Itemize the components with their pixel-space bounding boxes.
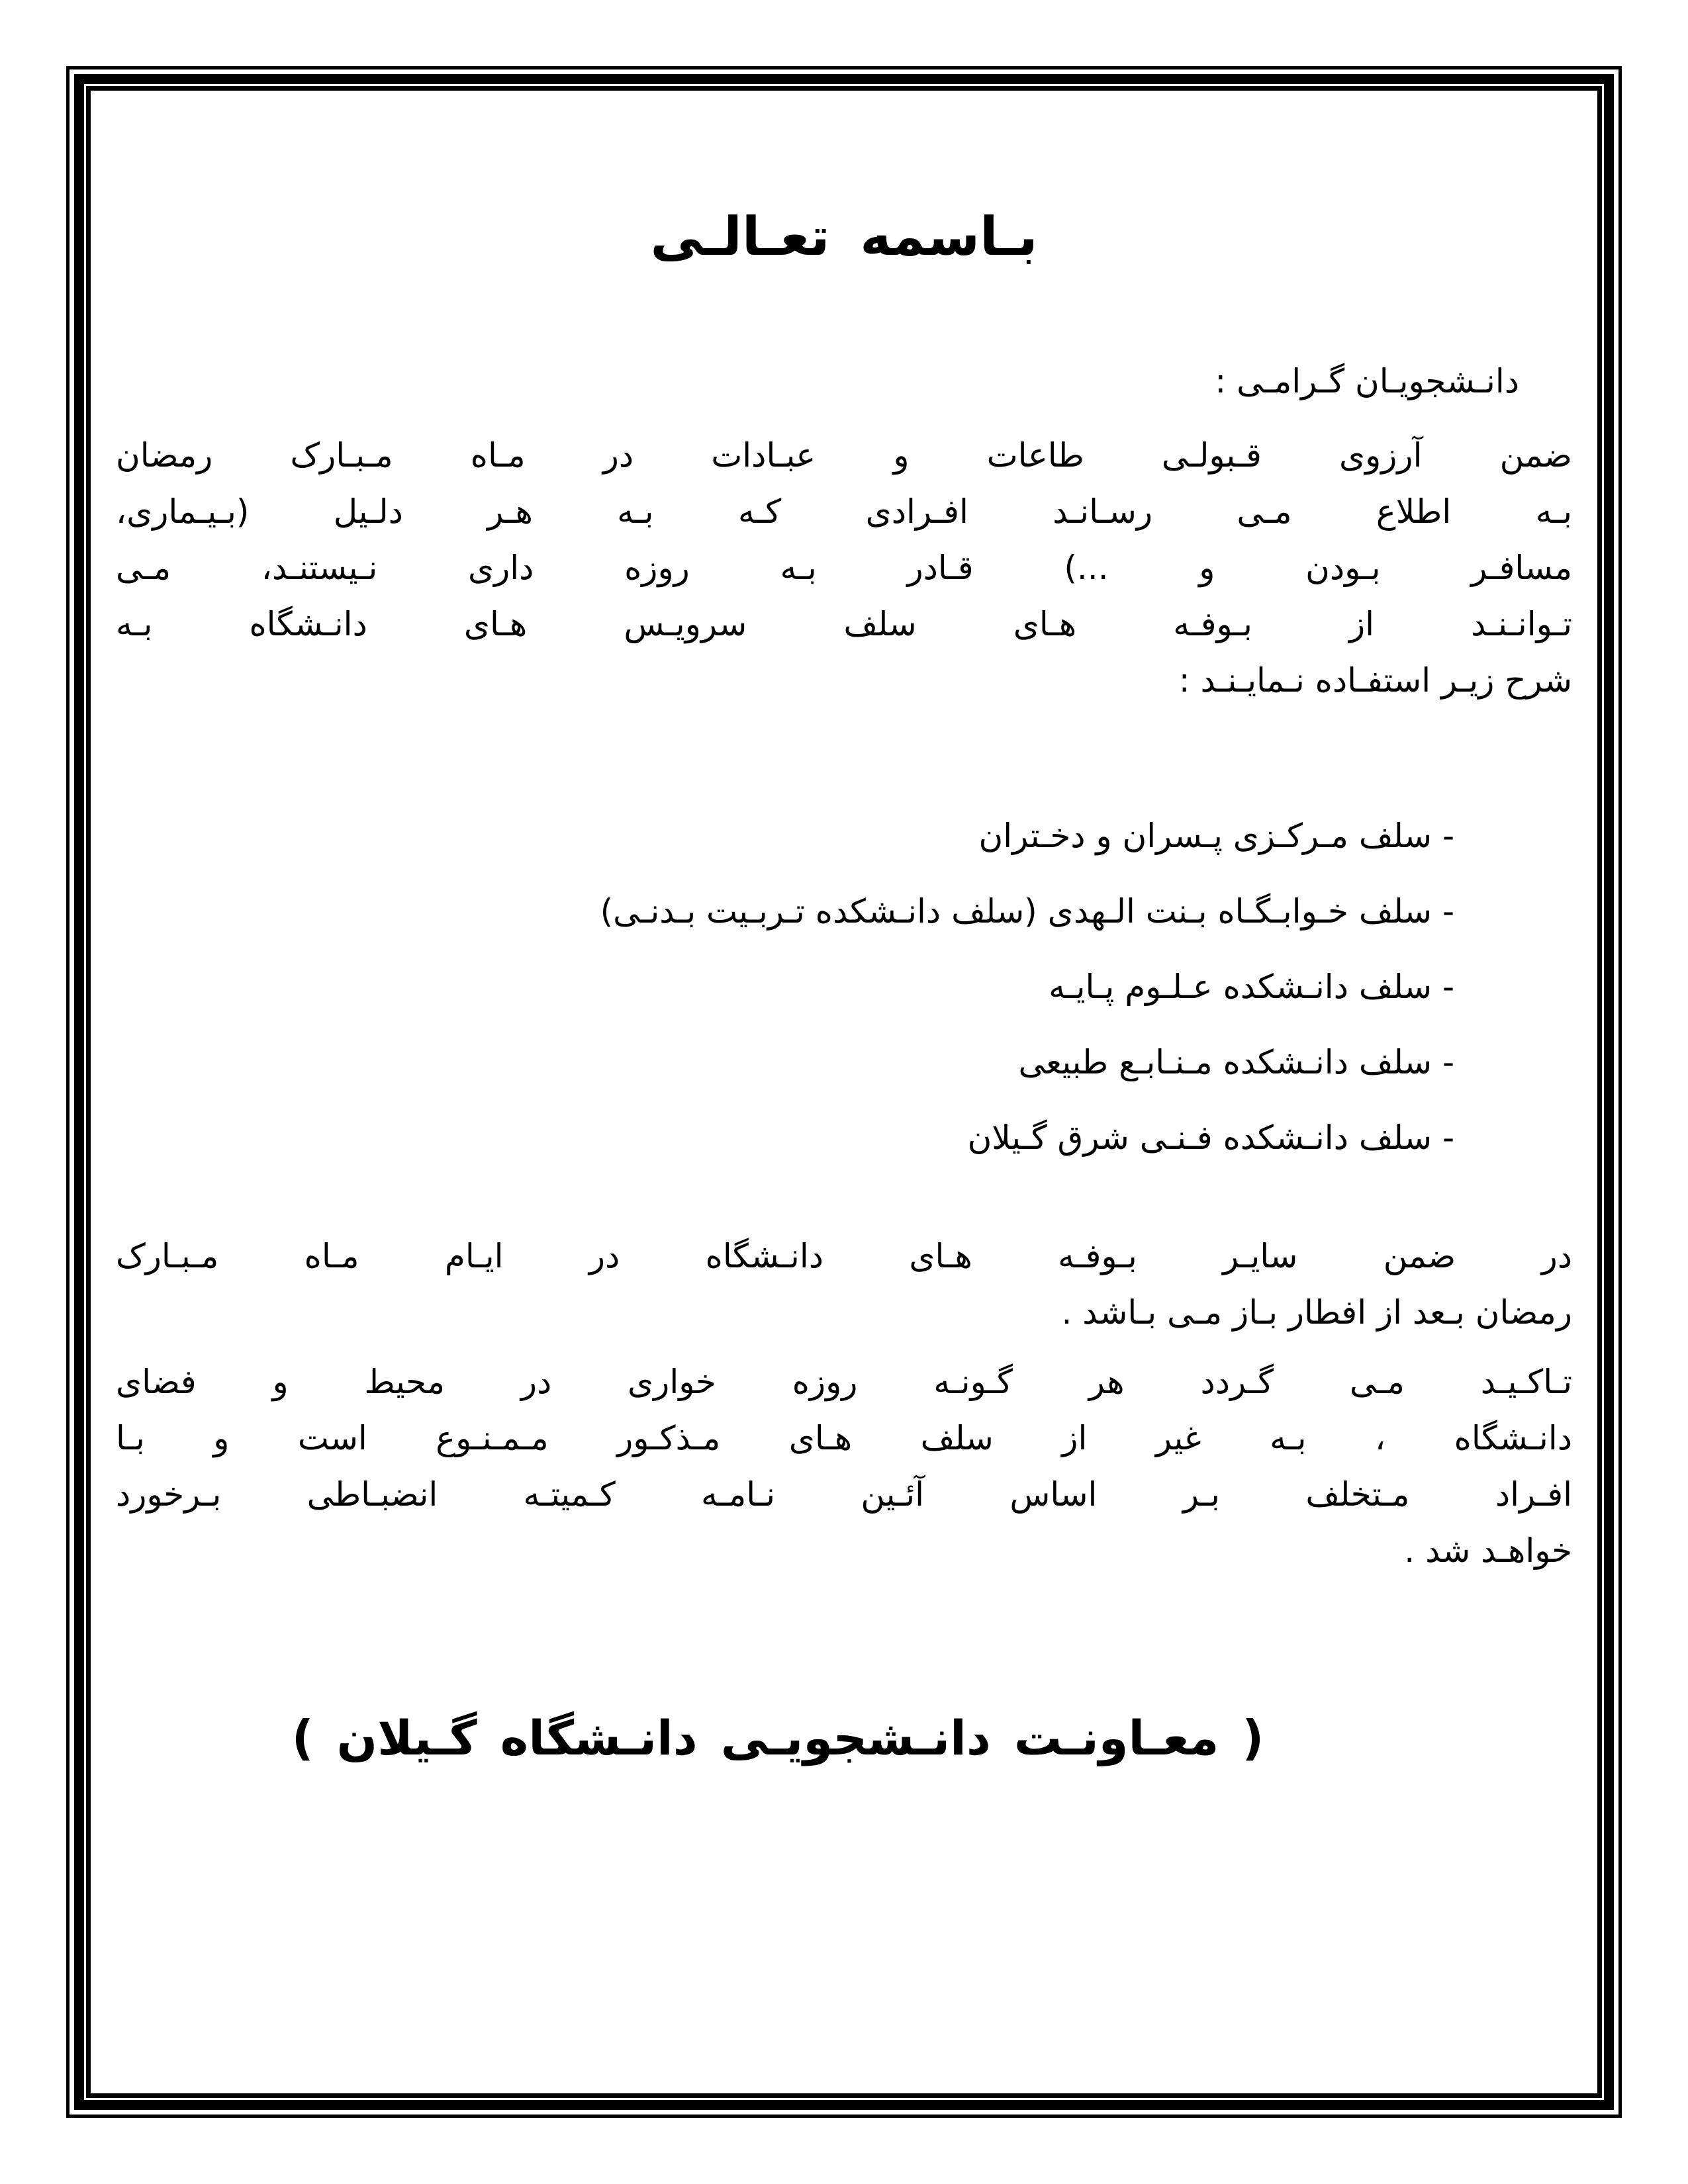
intro-line-1: ضمن آرزوی قـبولـی طاعات و عبـادات در مـاه مـبـارک رمضان xyxy=(116,436,1572,475)
cafeteria-item-bentolhoda-dorm: - سلف خـوابـگـاه بـنت الـهدی (سلف دانـشکده تـربـیت بـدنـی) xyxy=(600,892,1454,931)
page-title: بـاسمه تعـالـی xyxy=(650,206,1038,267)
cafeteria-item-basic-sciences: - سلف دانـشکده عـلـوم پـایـه xyxy=(1049,968,1454,1006)
other-buffets-line-1: در ضمن سایـر بـوفـه هـای دانـشگاه در ایـام مـاه مـبـارک xyxy=(116,1237,1572,1275)
intro-line-2: بـه اطلاع مـی رسـانـد افـرادی کـه بـه هـر دلـیل (بـیـماری، xyxy=(116,492,1572,531)
cafeteria-item-central: - سلف مـرکـزی پـسران و دخـتران xyxy=(978,817,1454,855)
intro-paragraph xyxy=(116,428,1572,709)
document-content xyxy=(116,96,1572,2088)
warning-line-2: دانـشگاه ، بـه غیر از سلف هـای مـذکـور مـمـنـوع است و بـا xyxy=(116,1419,1572,1457)
intro-line-3: مسافـر بـودن و ...) قـادر بـه روزه داری نـیستنـد، مـی xyxy=(116,549,1572,587)
other-buffets-line-2: رمضان بـعد از افطار بـاز مـی بـاشد . xyxy=(1061,1293,1572,1332)
warning-line-1: تـاکـیـد مـی گـردد هر گـونـه روزه خواری در محیط و فضای xyxy=(116,1363,1572,1401)
cafeteria-list xyxy=(116,798,1454,1175)
intro-line-5: شرح زیـر استفـاده نـمایـنـد : xyxy=(1178,661,1572,700)
warning-paragraph xyxy=(116,1354,1572,1579)
warning-line-4: خواهـد شد . xyxy=(1404,1531,1572,1570)
intro-line-4: تـوانـنـد از بـوفـه هـای سلف سرویـس هـای دانـشگاه بـه xyxy=(116,605,1572,643)
warning-line-3: افـراد مـتخلف بـر اساس آئـین نـامـه کـمیتـه انضبـاطی بـرخورد xyxy=(116,1475,1572,1514)
greeting-line: دانـشجویـان گـرامـی : xyxy=(1215,362,1519,400)
other-buffets-paragraph xyxy=(116,1228,1572,1341)
cafeteria-item-east-guilan-tech: - سلف دانـشکده فـنـی شرق گـیلان xyxy=(967,1118,1454,1157)
cafeteria-item-natural-resources: - سلف دانـشکده مـنـابـع طبیعی xyxy=(1018,1043,1454,1081)
signature-line: ( معـاونـت دانـشجویـی دانـشگاه گـیلان ) xyxy=(291,1710,1264,1766)
